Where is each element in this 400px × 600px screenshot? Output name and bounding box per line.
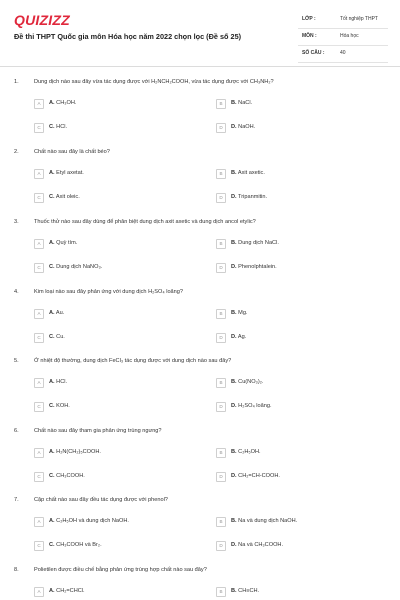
option-letter-box: A: [34, 378, 44, 388]
answer-option-b[interactable]: [216, 448, 386, 458]
answer-option-b[interactable]: [216, 587, 386, 597]
answer-option-c[interactable]: [34, 541, 194, 551]
option-letter-box: B: [216, 169, 226, 179]
meta-row-question-count: [298, 46, 388, 63]
option-body: Tripanmitin.: [238, 194, 268, 200]
option-letter-box: B: [216, 448, 226, 458]
answer-option-c[interactable]: [34, 263, 194, 273]
option-body: NaCl.: [238, 100, 253, 106]
option-letter-box: C: [34, 541, 44, 551]
option-key: B.: [231, 240, 237, 246]
option-letter-box: A: [34, 99, 44, 109]
meta-label-question-count: SỐ CÂU :: [302, 50, 325, 56]
option-letter-box: B: [216, 239, 226, 249]
question-text: Kim loại nào sau đây phản ứng với dung dịch H₂SO₄ loãng?: [34, 289, 184, 295]
option-key: A.: [49, 170, 55, 176]
meta-row-class: [298, 12, 388, 29]
option-text: [49, 542, 102, 548]
option-key: A.: [49, 588, 55, 594]
option-letter-box: C: [34, 193, 44, 203]
option-body: Au.: [55, 310, 65, 316]
option-text: [231, 403, 272, 409]
meta-label-subject: MÔN :: [302, 33, 317, 39]
option-letter-box: B: [216, 309, 226, 319]
option-body: NaOH.: [238, 124, 256, 130]
answer-option-c[interactable]: [34, 333, 194, 343]
option-body: CH₂=CH-COOH.: [238, 473, 280, 479]
meta-value-class: Tốt nghiệp THPT: [340, 16, 378, 22]
option-text: [231, 518, 297, 524]
option-body: Dung dịch NaNO₃.: [56, 264, 103, 270]
option-letter-box: D: [216, 402, 226, 412]
option-body: C₂H₅OH.: [238, 449, 261, 455]
option-body: H₂SO₄ loãng.: [238, 403, 272, 409]
option-letter-box: A: [34, 517, 44, 527]
option-text: [231, 379, 263, 385]
option-body: CH₂=CHCl.: [56, 588, 85, 594]
answer-option-b[interactable]: [216, 169, 386, 179]
option-letter-box: A: [34, 169, 44, 179]
answer-option-b[interactable]: [216, 378, 386, 388]
answer-option-c[interactable]: [34, 123, 194, 133]
option-text: [49, 473, 85, 479]
option-letter-box: D: [216, 472, 226, 482]
option-key: C.: [49, 403, 55, 409]
option-key: A.: [49, 518, 55, 524]
option-key: B.: [231, 379, 237, 385]
answer-option-a[interactable]: [34, 169, 194, 179]
option-body: C₂H₅OH và dung dịch NaOH.: [56, 518, 129, 524]
option-body: Axit oleic.: [55, 194, 80, 200]
option-body: Cu(NO₃)₂.: [238, 379, 264, 385]
option-key: C.: [49, 124, 55, 130]
answer-option-c[interactable]: [34, 402, 194, 412]
option-body: CH≡CH.: [238, 588, 260, 594]
option-letter-box: D: [216, 193, 226, 203]
option-letter-box: D: [216, 541, 226, 551]
option-letter-box: A: [34, 448, 44, 458]
option-key: D.: [231, 473, 237, 479]
option-text: [49, 124, 67, 130]
option-text: [49, 588, 85, 594]
answer-option-d[interactable]: [216, 541, 386, 551]
option-body: Phenolphtalein.: [238, 264, 277, 270]
option-text: [49, 518, 129, 524]
option-letter-box: B: [216, 99, 226, 109]
meta-value-question-count: 40: [340, 50, 346, 56]
option-key: D.: [231, 194, 237, 200]
option-key: C.: [49, 264, 55, 270]
meta-label-class: LỚP :: [302, 16, 316, 22]
option-letter-box: D: [216, 333, 226, 343]
question-number: 3.: [14, 219, 19, 225]
option-text: [231, 124, 255, 130]
worksheet-title: Đề thi THPT Quốc gia môn Hóa học năm 2022 chọn lọc (Đề số 25): [14, 32, 242, 41]
option-letter-box: D: [216, 263, 226, 273]
option-body: KOH.: [56, 403, 70, 409]
option-key: B.: [231, 310, 237, 316]
option-key: D.: [231, 124, 237, 130]
option-letter-box: D: [216, 123, 226, 133]
option-text: [231, 334, 246, 340]
option-letter-box: C: [34, 402, 44, 412]
quizizz-logo: QUIZIZZ: [14, 12, 70, 28]
option-key: B.: [231, 100, 237, 106]
option-text: [49, 403, 70, 409]
answer-option-d[interactable]: [216, 123, 386, 133]
option-key: D.: [231, 403, 237, 409]
answer-option-c[interactable]: [34, 472, 194, 482]
option-text: [231, 449, 261, 455]
option-body: Dung dịch NaCl.: [238, 240, 279, 246]
option-text: [231, 588, 259, 594]
question-number: 6.: [14, 428, 19, 434]
answer-option-a[interactable]: [34, 587, 194, 597]
option-body: Ag.: [237, 334, 247, 340]
option-key: A.: [49, 310, 55, 316]
option-text: [49, 170, 84, 176]
option-key: B.: [231, 449, 237, 455]
option-letter-box: A: [34, 239, 44, 249]
answer-option-c[interactable]: [34, 193, 194, 203]
option-body: Na và dung dịch NaOH.: [238, 518, 298, 524]
option-body: Etyl axetat.: [56, 170, 84, 176]
answer-option-d[interactable]: [216, 472, 386, 482]
option-text: [49, 264, 102, 270]
option-text: [49, 310, 64, 316]
option-text: [231, 194, 267, 200]
question-number: 5.: [14, 358, 19, 364]
option-text: [231, 310, 247, 316]
answer-option-d[interactable]: [216, 193, 386, 203]
option-key: A.: [49, 100, 55, 106]
answer-option-a[interactable]: [34, 99, 194, 109]
worksheet-meta: [298, 12, 388, 63]
question-number: 7.: [14, 497, 19, 503]
option-text: [231, 542, 283, 548]
option-key: C.: [49, 473, 55, 479]
option-text: [231, 170, 265, 176]
option-key: D.: [231, 264, 237, 270]
option-letter-box: B: [216, 517, 226, 527]
answer-option-a[interactable]: [34, 239, 194, 249]
answer-option-d[interactable]: [216, 333, 386, 343]
question-text: Dung dịch nào sau đây vừa tác dụng được với H₂NCH₂COOH, vừa tác dụng được với CH₃NH₂?: [34, 79, 274, 85]
option-key: A.: [49, 449, 55, 455]
option-text: [49, 334, 65, 340]
option-key: B.: [231, 588, 237, 594]
option-key: C.: [49, 334, 55, 340]
option-body: HCl.: [56, 124, 68, 130]
answer-option-a[interactable]: [34, 448, 194, 458]
answer-option-b[interactable]: [216, 517, 386, 527]
question-text: Polietilen được điều chế bằng phản ứng trùng hợp chất nào sau đây?: [34, 567, 207, 573]
question-text: Cặp chất nào sau đây đều tác dụng được với phenol?: [34, 497, 168, 503]
question-number: 1.: [14, 79, 19, 85]
option-key: B.: [231, 518, 237, 524]
option-body: CH₃COOH và Br₂.: [56, 542, 102, 548]
answer-option-a[interactable]: [34, 517, 194, 527]
option-body: Axit axetic.: [237, 170, 265, 176]
option-letter-box: B: [216, 587, 226, 597]
option-text: [231, 264, 277, 270]
meta-row-subject: [298, 29, 388, 46]
answer-option-d[interactable]: [216, 263, 386, 273]
option-body: Cu.: [56, 334, 65, 340]
question-number: 8.: [14, 567, 19, 573]
answer-option-a[interactable]: [34, 309, 194, 319]
answer-option-a[interactable]: [34, 378, 194, 388]
worksheet-header: [0, 0, 400, 66]
answer-option-b[interactable]: [216, 239, 386, 249]
header-divider: [0, 66, 400, 67]
option-letter-box: A: [34, 309, 44, 319]
meta-value-subject: Hóa học: [340, 33, 359, 39]
option-key: C.: [49, 194, 55, 200]
option-text: [231, 240, 279, 246]
option-letter-box: C: [34, 123, 44, 133]
option-body: Mg.: [238, 310, 248, 316]
question-text: Ở nhiệt độ thường, dung dịch FeCl₃ tác dụng được với dung dịch nào sau đây?: [34, 358, 232, 364]
option-letter-box: B: [216, 378, 226, 388]
option-text: [231, 473, 280, 479]
option-text: [49, 240, 77, 246]
option-body: HCl.: [56, 379, 68, 385]
option-body: H₂N(CH₂)₅COOH.: [56, 449, 101, 455]
option-text: [49, 194, 80, 200]
option-letter-box: C: [34, 472, 44, 482]
option-body: CH₃COOH.: [56, 473, 85, 479]
question-text: Chất nào sau đây là chất béo?: [34, 149, 110, 155]
option-key: A.: [49, 240, 55, 246]
option-key: D.: [231, 542, 237, 548]
option-letter-box: C: [34, 333, 44, 343]
option-letter-box: A: [34, 587, 44, 597]
option-text: [49, 100, 76, 106]
option-key: B.: [231, 170, 237, 176]
question-number: 4.: [14, 289, 19, 295]
answer-option-d[interactable]: [216, 402, 386, 412]
question-text: Chất nào sau đây tham gia phản ứng trùng ngưng?: [34, 428, 162, 434]
option-text: [49, 379, 67, 385]
option-key: A.: [49, 379, 55, 385]
option-text: [49, 449, 101, 455]
option-body: CH₃OH.: [56, 100, 77, 106]
option-key: C.: [49, 542, 55, 548]
option-key: D.: [231, 334, 237, 340]
question-text: Thuốc thử nào sau đây dùng để phân biệt dung dịch axit axetic và dung dịch ancol etylic?: [34, 219, 256, 225]
answer-option-b[interactable]: [216, 99, 386, 109]
option-letter-box: C: [34, 263, 44, 273]
option-body: Quỳ tím.: [56, 240, 78, 246]
answer-option-b[interactable]: [216, 309, 386, 319]
question-number: 2.: [14, 149, 19, 155]
option-body: Na và CH₃COOH.: [238, 542, 284, 548]
option-text: [231, 100, 252, 106]
